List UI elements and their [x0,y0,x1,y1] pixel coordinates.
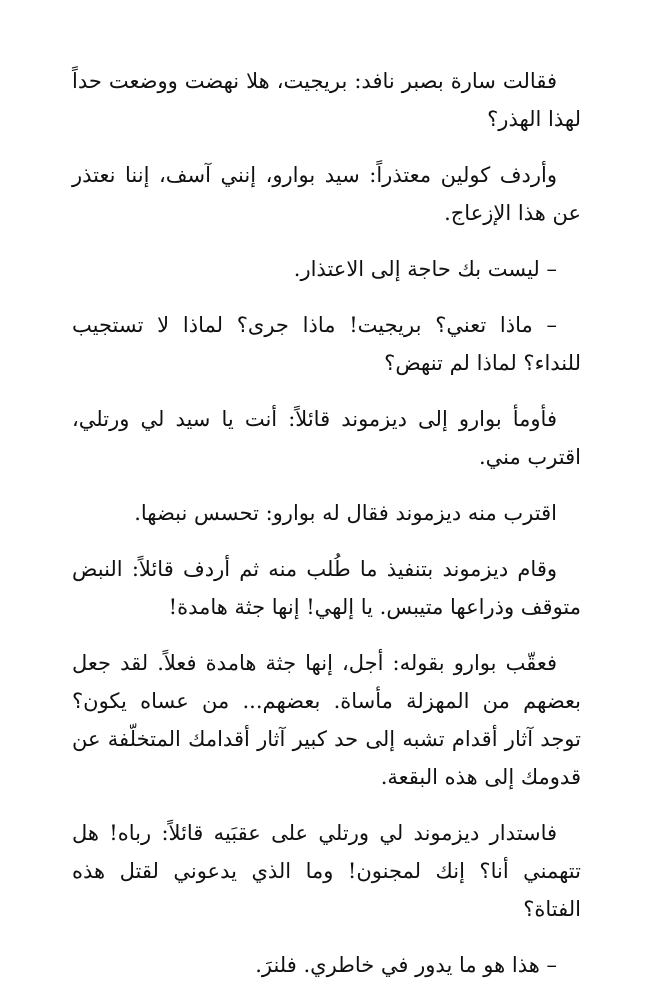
paragraph-poirot-summons: فأومأ بوارو إلى ديزموند قائلاً: أنت يا سيد لي ورتلي، اقترب مني. [72,407,581,469]
paragraph-no-need-apology: – ليست بك حاجة إلى الاعتذار. [293,257,557,281]
paragraph-poirot-footprints: فعقّب بوارو بقوله: أجل، إنها جثة هامدة فعلاً. لقد جعل بعضهم من المهزلة مأساة. بعضهم... من عساه يكون؟ توجد آثار أقدام تشبه إلى حد كبير آثار أقدامك المتخلّفة عن قدومك إلى هذه البقعة. [72,651,581,789]
paragraph-pulse-stopped: وقام ديزموند بتنفيذ ما طُلب منه ثم أردف قائلاً: النبض متوقف وذراعها متيبس. يا إلهي! إنها جثة هامدة! [72,557,581,619]
paragraph-lets-see: – هذا هو ما يدور في خاطري. فلنرَ. [255,953,557,977]
paragraph-colin-apology: وأردف كولين معتذراً: سيد بوارو، إنني آسف، إننا نعتذر عن هذا الإزعاج. [72,163,581,225]
paragraph-check-pulse: اقترب منه ديزموند فقال له بوارو: تحسس نبضها. [134,501,557,525]
paragraph-sarah-impatient: فقالت سارة بصبر نافد: بريجيت، هلا نهضت ووضعت حداً لهذا الهذر؟ [72,69,581,131]
paragraph-what-happened: – ماذا تعني؟ بريجيت! ماذا جرى؟ لماذا لا تستجيب للنداء؟ لماذا لم تنهض؟ [72,313,581,375]
paragraph-desmond-accused: فاستدار ديزموند لي ورتلي على عقبَيه قائلاً: رباه! هل تتهمني أنا؟ إنك لمجنون! وما الذي يدعوني لقتل هذه الفتاة؟ [72,821,581,921]
